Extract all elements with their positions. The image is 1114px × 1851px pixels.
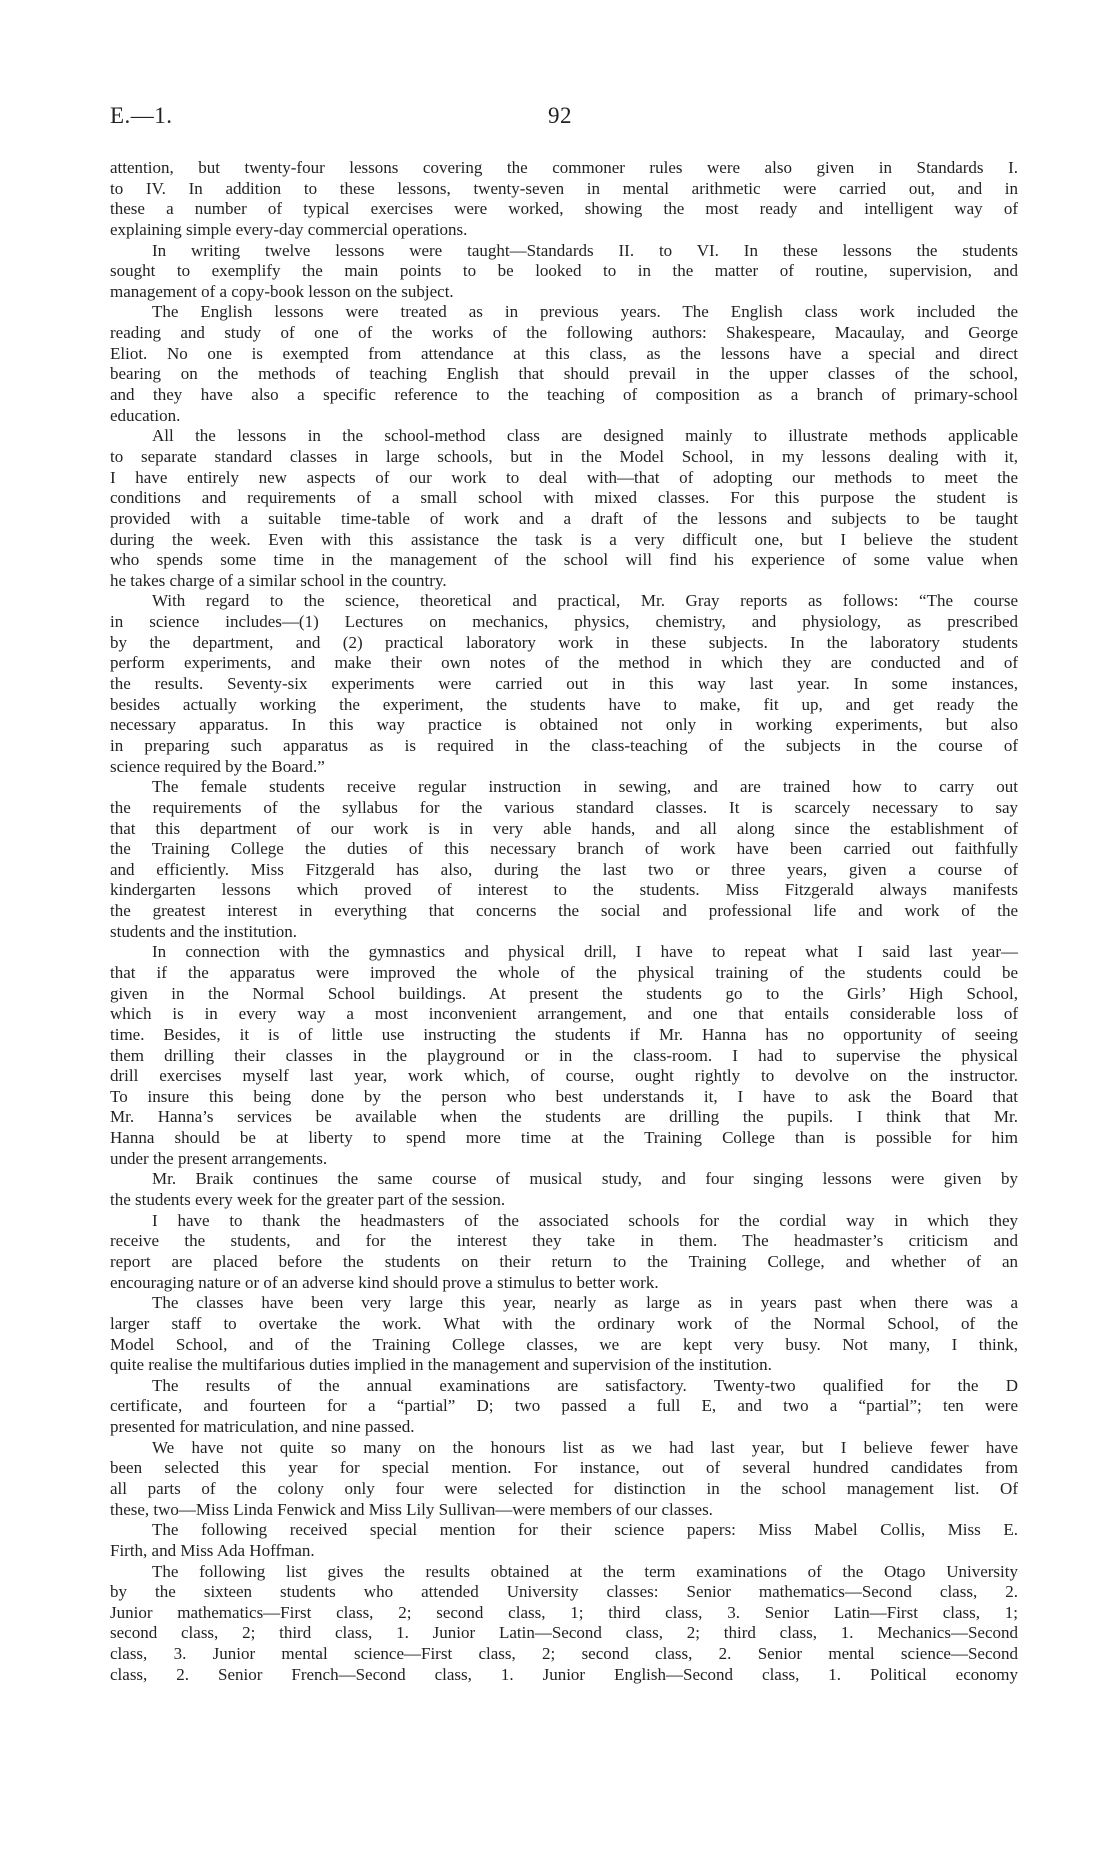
text-line: The classes have been very large this year, nearly as large as in years past when there was a: [152, 1293, 1018, 1313]
text-line: the results. Seventy-six experiments were carried out in this way last year. In some instances,: [110, 674, 1018, 694]
text-line: All the lessons in the school-method class are designed mainly to illustrate methods applicable: [152, 426, 1018, 446]
paragraph: [110, 426, 1018, 591]
text-line: under the present arrangements.: [110, 1148, 328, 1168]
text-line: all parts of the colony only four were selected for distinction in the school management list. Of: [110, 1479, 1018, 1498]
paragraph: [110, 1438, 1018, 1521]
page-number: 92: [548, 103, 572, 128]
paragraph: [110, 1562, 1018, 1686]
text-line: encouraging nature or of an adverse kind should prove a stimulus to better work.: [110, 1272, 659, 1292]
text-line: perform experiments, and make their own notes of the method in which they are conducted and of: [110, 653, 1018, 673]
text-line: In writing twelve lessons were taught—Standards II. to VI. In these lessons the students: [152, 240, 1018, 260]
text-line: given in the Normal School buildings. At present the students go to the Girls’ High School,: [110, 983, 1018, 1003]
text-line: conditions and requirements of a small school with mixed classes. For this purpose the student is: [110, 488, 1018, 508]
text-line: Eliot. No one is exempted from attendance at this class, as the lessons have a special and direct: [110, 343, 1018, 363]
text-line: by the sixteen students who attended University classes: Senior mathematics—Second class, 2.: [110, 1582, 1018, 1602]
paragraph: [110, 241, 1018, 303]
text-line: management of a copy-book lesson on the subject.: [110, 281, 454, 301]
text-line: second class, 2; third class, 1. Junior Latin—Second class, 2; third class, 1. Mechanics—Second: [110, 1623, 1018, 1643]
text-line: provided with a suitable time-table of work and a draft of the lessons and subjects to be taught: [110, 508, 1018, 528]
text-line: these, two—Miss Linda Fenwick and Miss Lily Sullivan—were members of our classes.: [110, 1499, 713, 1519]
text-line: the requirements of the syllabus for the various standard classes. It is scarcely necessary to say: [110, 797, 1018, 817]
paragraph: [110, 1376, 1018, 1438]
text-line: sought to exemplify the main points to be looked to in the matter of routine, supervision, and: [110, 261, 1018, 281]
paragraph: [110, 1169, 1018, 1210]
text-line: to IV. In addition to these lessons, twenty-seven in mental arithmetic were carried out, and in: [110, 178, 1018, 198]
text-line: The female students receive regular instruction in sewing, and are trained how to carry out: [152, 777, 1018, 797]
text-line: been selected this year for special mention. For instance, out of several hundred candidates from: [110, 1458, 1018, 1478]
text-line: In connection with the gymnastics and physical drill, I have to repeat what I said last year—: [152, 942, 1018, 962]
text-line: To insure this being done by the person who best understands it, I have to ask the Board that: [110, 1086, 1018, 1106]
text-line: The English lessons were treated as in previous years. The English class work included the: [152, 302, 1018, 322]
text-line: in science includes—(1) Lectures on mechanics, physics, chemistry, and physiology, as prescribed: [110, 612, 1018, 632]
text-line: which is in every way a most inconvenient arrangement, and one that entails considerable loss of: [110, 1004, 1018, 1024]
text-line: Junior mathematics—First class, 2; second class, 1; third class, 3. Senior Latin—First class, 1;: [110, 1602, 1018, 1622]
text-line: report are placed before the students on their return to the Training College, and whether of an: [110, 1251, 1018, 1271]
text-line: I have entirely new aspects of our work to deal with—that of adopting our methods to meet the: [110, 467, 1018, 487]
text-line: during the week. Even with this assistance the task is a very difficult one, but I believe the student: [110, 529, 1018, 549]
text-line: besides actually working the experiment, the students have to make, fit up, and get ready the: [110, 694, 1018, 714]
text-line: and efficiently. Miss Fitzgerald has also, during the last two or three years, given a course of: [110, 859, 1018, 879]
text-line: them drilling their classes in the playground or in the class-room. I had to supervise the physical: [110, 1045, 1018, 1065]
text-line: class, 2. Senior French—Second class, 1. Junior English—Second class, 1. Political economy: [110, 1664, 1018, 1684]
text-line: The following received special mention for their science papers: Miss Mabel Collis, Miss E.: [152, 1520, 1018, 1540]
text-line: Firth, and Miss Ada Hoffman.: [110, 1540, 315, 1560]
text-line: students and the institution.: [110, 921, 297, 941]
text-line: The following list gives the results obtained at the term examinations of the Otago University: [152, 1561, 1018, 1581]
text-line: quite realise the multifarious duties implied in the management and supervision of the institution.: [110, 1355, 772, 1375]
paragraph: [110, 1520, 1018, 1561]
text-line: education.: [110, 405, 181, 425]
text-line: certificate, and fourteen for a “partial” D; two passed a full E, and two a “partial”; ten were: [110, 1396, 1018, 1416]
text-line: Model School, and of the Training College classes, we are kept very busy. Not many, I think,: [110, 1334, 1018, 1354]
text-line: the Training College the duties of this necessary branch of work have been carried out faithfully: [110, 839, 1018, 859]
text-line: I have to thank the headmasters of the associated schools for the cordial way in which they: [152, 1210, 1018, 1230]
text-line: class, 3. Junior mental science—First class, 2; second class, 2. Senior mental science—Second: [110, 1644, 1018, 1664]
paragraph: [110, 591, 1018, 777]
text-line: in preparing such apparatus as is required in the class-teaching of the subjects in the course of: [110, 735, 1018, 755]
text-line: receive the students, and for the interest they take in them. The headmaster’s criticism and: [110, 1231, 1018, 1251]
text-line: and they have also a specific reference to the teaching of composition as a branch of primary-school: [110, 385, 1018, 405]
paragraph: [110, 942, 1018, 1169]
text-line: bearing on the methods of teaching English that should prevail in the upper classes of the school,: [110, 364, 1018, 384]
text-line: drill exercises myself last year, work which, of course, ought rightly to devolve on the instructor.: [110, 1066, 1018, 1086]
paragraph: [110, 1211, 1018, 1294]
text-line: presented for matriculation, and nine passed.: [110, 1417, 415, 1437]
text-line: Mr. Hanna’s services be available when the students are drilling the pupils. I think that Mr.: [110, 1107, 1018, 1127]
text-line: he takes charge of a similar school in the country.: [110, 570, 447, 590]
text-line: that if the apparatus were improved the whole of the physical training of the students could be: [110, 962, 1018, 982]
text-line: to separate standard classes in large schools, but in the Model School, in my lessons dealing with it,: [110, 446, 1018, 466]
paragraph: [110, 302, 1018, 426]
paragraph: [110, 777, 1018, 942]
text-line: kindergarten lessons which proved of interest to the students. Miss Fitzgerald always manifests: [110, 880, 1018, 900]
text-line: Hanna should be at liberty to spend more time at the Training College than is possible for him: [110, 1128, 1018, 1148]
text-line: by the department, and (2) practical laboratory work in these subjects. In the laboratory students: [110, 632, 1018, 652]
text-line: reading and study of one of the works of the following authors: Shakespeare, Macaulay, and George: [110, 323, 1018, 343]
text-line: attention, but twenty-four lessons covering the commoner rules were also given in Standards I.: [110, 158, 1018, 177]
text-line: Mr. Braik continues the same course of musical study, and four singing lessons were given by: [152, 1169, 1018, 1189]
text-line: these a number of typical exercises were worked, showing the most ready and intelligent way of: [110, 199, 1018, 219]
paragraph: [110, 1293, 1018, 1376]
paragraph: [110, 158, 1018, 241]
text-line: With regard to the science, theoretical and practical, Mr. Gray reports as follows: “The course: [152, 591, 1018, 611]
text-line: necessary apparatus. In this way practice is obtained not only in working experiments, but also: [110, 715, 1018, 735]
section-reference: E.—1.: [110, 103, 173, 128]
text-line: time. Besides, it is of little use instructing the students if Mr. Hanna has no opportunity of seeing: [110, 1024, 1018, 1044]
text-line: the greatest interest in everything that concerns the social and professional life and work of the: [110, 901, 1018, 921]
text-line: that this department of our work is in very able hands, and all along since the establishment of: [110, 818, 1018, 838]
document-body: [110, 158, 1018, 1685]
text-line: science required by the Board.”: [110, 756, 325, 776]
text-line: larger staff to overtake the work. What with the ordinary work of the Normal School, of the: [110, 1313, 1018, 1333]
text-line: We have not quite so many on the honours list as we had last year, but I believe fewer have: [152, 1437, 1018, 1457]
text-line: who spends some time in the management of the school will find his experience of some value when: [110, 550, 1018, 570]
text-line: the students every week for the greater part of the session.: [110, 1190, 506, 1210]
text-line: explaining simple every-day commercial operations.: [110, 219, 468, 239]
text-line: The results of the annual examinations are satisfactory. Twenty-two qualified for the D: [152, 1375, 1018, 1395]
